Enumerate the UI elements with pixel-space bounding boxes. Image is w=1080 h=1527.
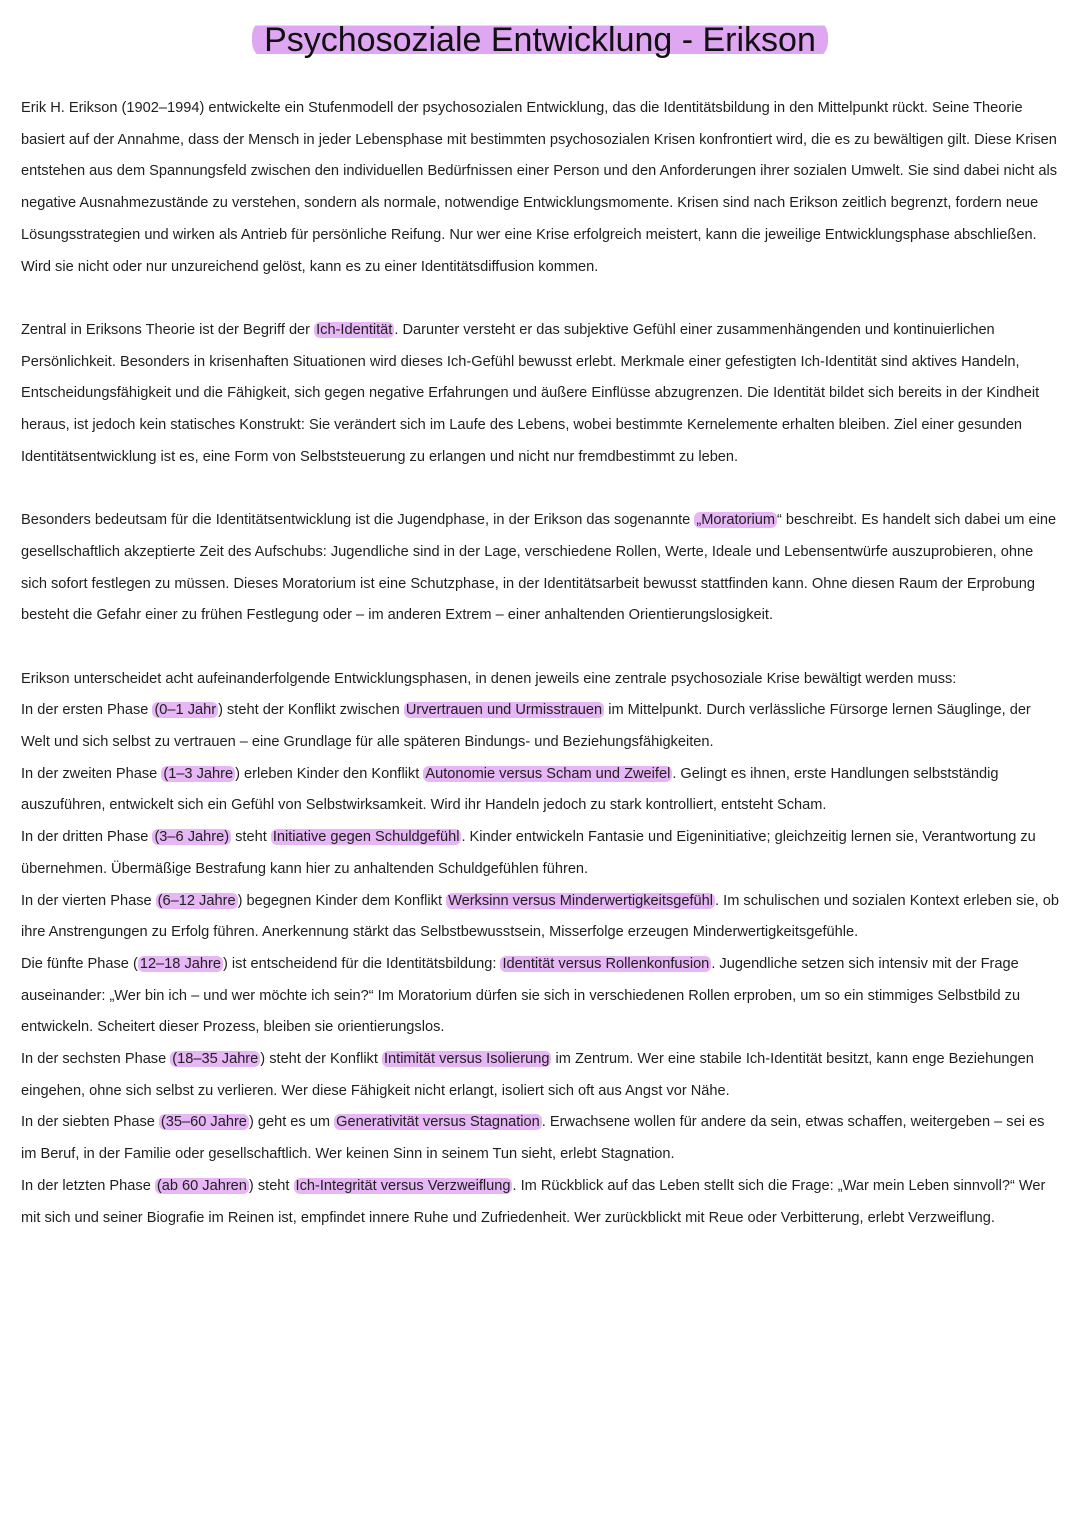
phase-conflict-highlight: Initiative gegen Schuldgefühl	[272, 829, 460, 846]
phase-age-highlight: (35–60 Jahre	[160, 1114, 247, 1131]
page-title: Psychosoziale Entwicklung - Erikson	[252, 18, 828, 60]
identity-text-post: . Darunter versteht er das subjektive Gefühl einer zusammenhängenden und kontinuierlichen Persönlichkeit. Besonders in krisenhaften Situationen wird dieses Ich-Gefühl bewusst erlebt. Merkmale einer gefestigten Ich-Identität sind aktives Handeln, Entscheidungsfähigkeit und die Fähigkeit, sich gegen negative Erfahrungen und äußere Einflüsse abzugrenzen. Die Identität bildet sich bereits in der Kindheit heraus, ist jedoch kein statisches Konstrukt: Sie verändert sich im Laufe des Lebens, wobei bestimmte Kernelemente erhalten bleiben. Ziel einer gesunden Identitätsentwicklung ist es, eine Form von Selbststeuerung zu erlangen und nicht nur fremdbestimmt zu leben.	[21, 321, 1040, 465]
phase-age-highlight: (ab 60 Jahren	[156, 1177, 247, 1194]
phase-age-highlight: (0–1 Jahr	[154, 702, 217, 719]
phase-text: In der ersten Phase	[21, 702, 153, 719]
phase-4-paragraph	[21, 886, 1061, 949]
phase-6-paragraph	[21, 1044, 1061, 1107]
phase-age-highlight: (18–35 Jahre	[172, 1051, 259, 1068]
phase-text: ) steht der Konflikt zwischen	[218, 702, 404, 719]
phase-1-paragraph	[21, 695, 1061, 758]
phase-text: . Im Rückblick auf das Leben stellt sich die Frage: „War mein Leben sinnvoll?“ Wer mit sich und seiner Biografie im Reinen ist, empfindet innere Ruhe und Zufriedenheit. Wer zurückblickt mit Reue oder Verbitterung, erlebt Verzweiflung.	[21, 1177, 1046, 1226]
phase-7-paragraph	[21, 1107, 1061, 1170]
phases-intro: Erikson unterscheidet acht aufeinanderfolgende Entwicklungsphasen, in denen jeweils eine zentrale psychosoziale Krise bewältigt werden muss:	[21, 670, 957, 687]
identity-term-highlight: Ich-Identität	[316, 321, 393, 338]
identity-paragraph	[21, 315, 1061, 474]
phase-conflict-highlight: Urvertrauen und Urmisstrauen	[405, 702, 603, 719]
phase-age-highlight: (3–6 Jahre)	[154, 829, 230, 846]
paragraph-gap	[21, 473, 1061, 505]
phase-text: . Kinder entwickeln Fantasie und Eigeninitiative; gleichzeitig lernen sie, Verantwortung zu übernehmen. Übermäßige Bestrafung kann hier zu anhaltenden Schuldgefühlen führen.	[21, 829, 1036, 877]
phase-text: ) geht es um	[248, 1114, 335, 1131]
phase-text: ) begegnen Kinder dem Konflikt	[237, 892, 447, 909]
phase-2-paragraph	[21, 759, 1061, 822]
phase-text: . Im schulischen und sozialen Kontext erleben sie, ob ihre Anstrengungen zu Erfolg führen. Anerkennung stärkt das Selbstbewusstsein, Misserfolge erzeugen Minderwertigkeitsgefühle.	[21, 892, 1059, 941]
intro-paragraph: Erik H. Erikson (1902–1994) entwickelte ein Stufenmodell der psychosozialen Entwicklung, das die Identitätsbildung in den Mittelpunkt rückt. Seine Theorie basiert auf der Annahme, dass der Mensch in jeder Lebensphase mit bestimmten psychosozialen Krisen konfrontiert wird, die es zu bewältigen gilt. Diese Krisen entstehen aus dem Spannungsfeld zwischen den individuellen Bedürfnissen einer Person und den Anforderungen ihrer sozialen Umwelt. Sie sind dabei nicht als negative Ausnahmezustände zu verstehen, sondern als normale, notwendige Entwicklungsmomente. Krisen sind nach Erikson zeitlich begrenzt, fordern neue Lösungsstrategien und wirken als Antrieb für persönliche Reifung. Nur wer eine Krise erfolgreich meistert, kann die jeweilige Entwicklungsphase abschließen. Wird sie nicht oder nur unzureichend gelöst, kann es zu einer Identitätsdiffusion kommen.	[21, 100, 1057, 275]
phase-text: . Gelingt es ihnen, erste Handlungen selbstständig auszuführen, entwickelt sich ein Gefühl von Selbstwirksamkeit. Wird ihr Handeln jedoch zu stark kontrolliert, entsteht Scham.	[21, 765, 999, 814]
phase-conflict-highlight: Autonomie versus Scham und Zweifel	[425, 765, 671, 782]
phase-text: ) ist entscheidend für die Identitätsbildung:	[222, 955, 501, 972]
moratorium-text-post: “ beschreibt. Es handelt sich dabei um eine gesellschaftlich akzeptierte Zeit des Aufschubs: Jugendliche sind in der Lage, verschiedene Rollen, Werte, Ideale und Lebensentwürfe auszuprobieren, ohne sich sofort festlegen zu müssen. Dieses Moratorium ist eine Schutzphase, in der Identitätsarbeit bewusst stattfinden kann. Ohne diesen Raum der Erprobung besteht die Gefahr einer zu frühen Festlegung oder – im anderen Extrem – einer anhaltenden Orientierungslosigkeit.	[21, 512, 1057, 624]
phase-conflict-highlight: Identität versus Rollenkonfusion	[502, 955, 710, 972]
phase-text: In der letzten Phase	[21, 1177, 155, 1194]
phase-age-highlight: (6–12 Jahre	[157, 892, 236, 909]
phase-text: In der dritten Phase	[21, 829, 153, 846]
phase-text: . Erwachsene wollen für andere da sein, etwas schaffen, weitergeben – sei es im Beruf, in der Familie oder gesellschaftlich. Wer keinen Sinn in seinem Tun sieht, erlebt Stagnation.	[21, 1114, 1045, 1163]
moratorium-term-highlight: „Moratorium	[696, 512, 776, 529]
paragraph-gap	[21, 632, 1061, 664]
phase-text: ) steht der Konflikt	[260, 1051, 382, 1068]
phase-5-paragraph	[21, 949, 1061, 1044]
phase-text: im Zentrum. Wer eine stabile Ich-Identität besitzt, kann enge Beziehungen eingehen, ohne sich selbst zu verlieren. Wer diese Fähigkeit nicht erlangt, isoliert sich oft aus Angst vor Nähe.	[21, 1051, 1034, 1099]
phase-text: im Mittelpunkt. Durch verlässliche Fürsorge lernen Säuglinge, der Welt und sich selbst zu vertrauen – eine Grundlage für alle späteren Bindungs- und Beziehungsfähigkeiten.	[21, 702, 1031, 751]
phase-3-paragraph	[21, 822, 1061, 885]
phase-8-paragraph	[21, 1171, 1061, 1234]
phase-text: steht	[231, 829, 271, 846]
identity-text-pre: Zentral in Eriksons Theorie ist der Begriff der	[21, 321, 315, 338]
moratorium-paragraph	[21, 505, 1061, 632]
phase-text: In der siebten Phase	[21, 1114, 159, 1131]
phase-text: Die fünfte Phase (	[21, 955, 138, 972]
phase-text: . Jugendliche setzen sich intensiv mit der Frage auseinander: „Wer bin ich – und wer möchte ich sein?“ Im Moratorium dürfen sie sich in verschiedenen Rollen erproben, um so ein stimmiges Selbstbild zu entwickeln. Scheitert dieser Prozess, bleiben sie orientierungslos.	[21, 955, 1021, 1036]
paragraph-gap	[21, 283, 1061, 315]
phase-text: In der sechsten Phase	[21, 1051, 171, 1068]
document-body	[21, 93, 1061, 1234]
phase-age-highlight: (1–3 Jahre	[163, 765, 234, 782]
phase-text: In der zweiten Phase	[21, 765, 162, 782]
title-container	[0, 18, 1080, 60]
moratorium-text-pre: Besonders bedeutsam für die Identitätsentwicklung ist die Jugendphase, in der Erikson das sogenannte	[21, 512, 695, 529]
phase-age-highlight: 12–18 Jahre	[139, 955, 221, 972]
phase-conflict-highlight: Ich-Integrität versus Verzweiflung	[295, 1177, 511, 1194]
phase-conflict-highlight: Generativität versus Stagnation	[336, 1114, 540, 1131]
phase-text: ) steht	[248, 1177, 294, 1194]
phase-conflict-highlight: Intimität versus Isolierung	[383, 1051, 550, 1068]
phase-conflict-highlight: Werksinn versus Minderwertigkeitsgefühl	[448, 892, 714, 909]
phase-text: ) erleben Kinder den Konflikt	[235, 765, 424, 782]
phase-text: In der vierten Phase	[21, 892, 156, 909]
